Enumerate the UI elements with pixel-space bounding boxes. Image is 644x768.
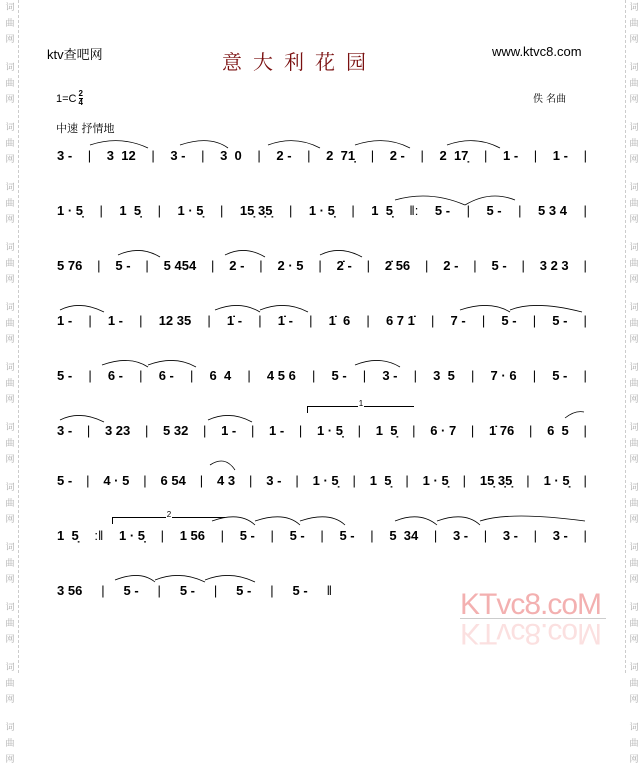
barline: | xyxy=(433,527,438,543)
barline: | xyxy=(288,202,293,218)
watermark-char: 词 xyxy=(629,663,639,673)
measure: 5 - xyxy=(289,527,305,543)
measure: 15̣ 3̣5̣ xyxy=(239,202,273,218)
measure: 2̇ 56 xyxy=(384,257,411,273)
measure: 6 - xyxy=(158,367,174,383)
barline: | xyxy=(470,422,475,438)
measure: 2 - xyxy=(276,147,292,163)
side-watermark-right xyxy=(625,0,642,765)
score-line xyxy=(57,145,587,165)
measure: 1 - xyxy=(57,312,73,328)
watermark-group xyxy=(5,60,14,108)
watermark-char: 曲 xyxy=(629,379,639,389)
measure: 6 7 1̇ xyxy=(385,312,415,328)
watermark-char: 词 xyxy=(5,63,15,73)
measure: 1 5̣ xyxy=(371,202,393,218)
measure: 3 23 xyxy=(104,422,131,438)
watermark-char: 词 xyxy=(5,483,15,493)
measure: 5 - xyxy=(491,257,507,273)
measure: 5 - xyxy=(434,202,451,218)
barline: | xyxy=(473,257,477,273)
measure: 1 · 5̣ xyxy=(57,202,84,218)
barline: | xyxy=(532,312,537,328)
watermark-char: 网 xyxy=(5,35,15,45)
watermark-char: 网 xyxy=(5,335,15,345)
barline: | xyxy=(532,367,537,383)
measure: 5 454 xyxy=(163,257,197,273)
measure: 4 · 5 xyxy=(103,472,130,488)
barline: ‖ xyxy=(326,582,332,598)
watermark-char: 曲 xyxy=(629,499,639,509)
measure: 5 - xyxy=(501,312,517,328)
watermark-char: 曲 xyxy=(5,559,15,569)
barline: | xyxy=(160,527,165,543)
score-line xyxy=(57,525,587,545)
measure: 4 3 xyxy=(217,472,236,488)
side-watermark-left xyxy=(2,0,19,765)
watermark-char: 网 xyxy=(629,155,639,165)
watermark-char: 曲 xyxy=(5,319,15,329)
watermark-char: 网 xyxy=(5,455,15,465)
watermark-char: 网 xyxy=(5,215,15,225)
barline: | xyxy=(97,257,101,273)
watermark-char: 网 xyxy=(629,95,639,105)
score-line xyxy=(57,200,587,220)
watermark-group xyxy=(629,180,638,228)
watermark-char: 曲 xyxy=(629,739,639,749)
barline: | xyxy=(86,422,91,438)
barline: | xyxy=(483,527,488,543)
barline: | xyxy=(307,147,311,163)
measure: 2 - xyxy=(443,257,459,273)
watermark-char: 词 xyxy=(629,123,639,133)
barline: | xyxy=(518,202,522,218)
watermark-char: 曲 xyxy=(629,439,639,449)
measure: 6 · 7 xyxy=(430,422,457,438)
measure: 3 - xyxy=(552,527,568,543)
watermark-group xyxy=(629,660,638,708)
watermark-char: 网 xyxy=(629,755,639,765)
measure: 5 - xyxy=(552,367,568,383)
watermark-group xyxy=(629,720,638,768)
barline: | xyxy=(370,147,375,163)
watermark-char: 词 xyxy=(5,663,15,673)
watermark-char: 词 xyxy=(629,723,639,733)
watermark-char: 曲 xyxy=(629,619,639,629)
watermark-group xyxy=(629,240,638,288)
barline: | xyxy=(199,472,204,488)
barline: | xyxy=(309,312,313,328)
watermark-group xyxy=(629,540,638,588)
watermark-group xyxy=(5,480,14,528)
measure: 1 · 5̣ xyxy=(118,527,145,543)
watermark-group xyxy=(5,360,14,408)
watermark-char: 词 xyxy=(5,123,15,133)
watermark-logo-reflection: KTvc8.coM xyxy=(460,617,602,650)
watermark-group xyxy=(5,600,14,648)
watermark-group xyxy=(629,120,638,168)
watermark-char: 词 xyxy=(5,363,15,373)
watermark-group xyxy=(629,420,638,468)
barline: | xyxy=(405,472,409,488)
time-signature xyxy=(79,90,83,107)
watermark-char: 网 xyxy=(629,275,639,285)
measure: 6 54 xyxy=(160,472,186,488)
measure: 3 12 xyxy=(106,147,136,163)
barline: | xyxy=(481,312,486,328)
barline: | xyxy=(151,147,155,163)
barline: | xyxy=(583,202,587,218)
measure: 1̇ - xyxy=(277,312,293,328)
barline: | xyxy=(270,582,274,598)
key-signature xyxy=(56,90,83,107)
site-url: www.ktvc8.com xyxy=(492,44,582,59)
watermark-char: 曲 xyxy=(629,199,639,209)
barline: | xyxy=(250,422,255,438)
watermark-group xyxy=(629,600,638,648)
watermark-char: 网 xyxy=(629,575,639,585)
barline: | xyxy=(521,257,525,273)
measure: 3 - xyxy=(57,147,73,163)
key: 1=C xyxy=(56,92,77,105)
score-line xyxy=(57,255,587,275)
barline: | xyxy=(362,367,367,383)
measure: 1 · 5̣ xyxy=(312,472,339,488)
measure: 1 - xyxy=(552,147,568,163)
barline: | xyxy=(484,147,488,163)
measure: 1 · 5̣ xyxy=(543,472,570,488)
measure: 3 2 3 xyxy=(539,257,569,273)
score-line xyxy=(57,420,587,440)
measure: 15̣ 3̣5̣ xyxy=(479,472,513,488)
watermark-char: 曲 xyxy=(5,679,15,689)
time-bottom: 4 xyxy=(78,98,83,107)
barline: | xyxy=(351,202,355,218)
measure: 1 - xyxy=(503,147,519,163)
watermark-char: 曲 xyxy=(629,19,639,29)
measure: 6 5 xyxy=(547,422,569,438)
watermark-char: 词 xyxy=(629,423,639,433)
measure: 3 56 xyxy=(57,582,83,598)
watermark-char: 词 xyxy=(5,543,15,553)
measure: 1 5̣ xyxy=(119,202,142,218)
measure: 5 - xyxy=(115,257,131,273)
watermark-char: 词 xyxy=(629,543,639,553)
barline: | xyxy=(583,312,587,328)
watermark-group xyxy=(5,660,14,708)
watermark-group xyxy=(5,540,14,588)
watermark-char: 词 xyxy=(629,3,639,13)
measure: 1 · 5̣ xyxy=(308,202,335,218)
watermark-group xyxy=(5,0,14,48)
watermark-char: 网 xyxy=(629,215,639,225)
watermark-char: 网 xyxy=(5,575,15,585)
barline: | xyxy=(220,202,224,218)
measure: 5 - xyxy=(179,582,195,598)
watermark-char: 曲 xyxy=(5,619,15,629)
watermark-char: 曲 xyxy=(5,139,15,149)
score-line xyxy=(57,580,332,600)
barline: | xyxy=(583,422,587,438)
volta-2-label: 2 xyxy=(166,510,172,519)
watermark-group xyxy=(5,120,14,168)
volta-2 xyxy=(112,510,225,524)
barline: | xyxy=(298,422,303,438)
watermark-char: 词 xyxy=(629,483,639,493)
watermark-char: 词 xyxy=(629,363,639,373)
measure: 5 3 4 xyxy=(538,202,567,218)
barline: | xyxy=(88,367,92,383)
barline: | xyxy=(295,472,299,488)
barline: | xyxy=(157,202,161,218)
measure: 4 5 6 xyxy=(266,367,296,383)
measure: 2 - xyxy=(389,147,405,163)
measure: 1̇ 76 xyxy=(488,422,515,438)
measure: 3 - xyxy=(170,147,186,163)
score-line xyxy=(57,470,587,490)
score-line xyxy=(57,310,587,330)
watermark-group xyxy=(629,480,638,528)
measure: 5 - xyxy=(239,527,255,543)
watermark-char: 网 xyxy=(5,695,15,705)
watermark-char: 网 xyxy=(5,395,15,405)
watermark-group xyxy=(5,240,14,288)
measure: 5 - xyxy=(57,367,73,383)
composer: 佚 名曲 xyxy=(533,94,567,105)
watermark-char: 曲 xyxy=(629,139,639,149)
watermark-char: 曲 xyxy=(5,499,15,509)
barline: | xyxy=(203,422,207,438)
watermark-char: 网 xyxy=(629,335,639,345)
tempo-marking: 中速 抒情地 xyxy=(56,122,115,135)
watermark-char: 曲 xyxy=(629,79,639,89)
watermark-char: 词 xyxy=(629,63,639,73)
barline: | xyxy=(366,312,370,328)
watermark-char: 网 xyxy=(629,515,639,525)
measure: 5 - xyxy=(339,527,355,543)
measure: 1 · 5̣ xyxy=(177,202,204,218)
measure: 5 - xyxy=(292,582,308,598)
measure: 5 32 xyxy=(163,422,189,438)
volta-1 xyxy=(307,399,414,413)
watermark-char: 曲 xyxy=(629,319,639,329)
watermark-char: 曲 xyxy=(5,79,15,89)
barline: | xyxy=(533,527,538,543)
barline: | xyxy=(145,257,149,273)
barline: | xyxy=(466,202,470,218)
barline: | xyxy=(370,527,374,543)
watermark-char: 词 xyxy=(629,303,639,313)
watermark-logo: KTvc8.coM xyxy=(460,588,602,621)
score-line xyxy=(57,365,587,385)
watermark-char: 网 xyxy=(5,95,15,105)
measure: 1 · 5̣ xyxy=(316,422,343,438)
barline: | xyxy=(88,312,92,328)
watermark-char: 网 xyxy=(629,35,639,45)
barline: | xyxy=(258,312,262,328)
barline: | xyxy=(412,422,416,438)
watermark-char: 网 xyxy=(629,635,639,645)
measure: 2̇ - xyxy=(336,257,352,273)
measure: 3 5 xyxy=(433,367,455,383)
barline: | xyxy=(431,312,435,328)
watermark-char: 曲 xyxy=(5,739,15,749)
barline: | xyxy=(366,257,371,273)
watermark-char: 词 xyxy=(5,303,15,313)
watermark-group xyxy=(629,300,638,348)
measure: 6 4 xyxy=(209,367,232,383)
barline: | xyxy=(311,367,316,383)
watermark-char: 网 xyxy=(629,695,639,705)
barline: | xyxy=(86,472,90,488)
watermark-char: 曲 xyxy=(629,679,639,689)
barline: | xyxy=(190,367,194,383)
measure: 7 - xyxy=(450,312,466,328)
measure: 6 - xyxy=(107,367,124,383)
measure: 1 5̣ xyxy=(57,527,79,543)
barline: | xyxy=(425,257,429,273)
barline: | xyxy=(533,147,538,163)
barline: | xyxy=(139,367,143,383)
barline: | xyxy=(257,147,261,163)
watermark-char: 曲 xyxy=(5,379,15,389)
barline: | xyxy=(207,312,211,328)
barline: | xyxy=(99,202,103,218)
measure: 3 - xyxy=(382,367,398,383)
measure: 3 - xyxy=(452,527,469,543)
barline: | xyxy=(157,582,161,598)
measure: 7 · 6 xyxy=(490,367,517,383)
barline: | xyxy=(101,582,105,598)
barline: | xyxy=(320,527,324,543)
watermark-char: 词 xyxy=(629,183,639,193)
watermark-char: 词 xyxy=(5,183,15,193)
barline: | xyxy=(357,422,362,438)
barline: | xyxy=(583,147,587,163)
barline: | xyxy=(583,527,587,543)
barline: | xyxy=(526,472,530,488)
measure: 12 35 xyxy=(158,312,192,328)
barline: | xyxy=(211,257,215,273)
barline: | xyxy=(583,257,587,273)
measure: 1̇ 6 xyxy=(328,312,351,328)
barline: | xyxy=(583,472,587,488)
measure: 5 - xyxy=(57,472,73,488)
barline: | xyxy=(259,257,263,273)
barline: | xyxy=(213,582,218,598)
measure: 5 - xyxy=(123,582,139,598)
measure: 1 - xyxy=(221,422,237,438)
barline: | xyxy=(583,367,587,383)
measure: 5 76 xyxy=(57,257,83,273)
watermark-char: 曲 xyxy=(629,259,639,269)
measure: 5 - xyxy=(486,202,502,218)
barline: | xyxy=(201,147,205,163)
barline: | xyxy=(139,312,143,328)
measure: 3 0 xyxy=(220,147,242,163)
volta-1-label: 1 xyxy=(358,399,364,408)
measure: 3 - xyxy=(266,472,282,488)
barline: | xyxy=(247,367,251,383)
watermark-char: 曲 xyxy=(629,559,639,569)
barline: | xyxy=(220,527,225,543)
watermark-char: 网 xyxy=(5,515,15,525)
watermark-char: 网 xyxy=(5,635,15,645)
measure: 1̇ - xyxy=(226,312,243,328)
barline: | xyxy=(143,472,147,488)
measure: 5 - xyxy=(331,367,347,383)
watermark-group xyxy=(629,360,638,408)
watermark-char: 网 xyxy=(629,395,639,405)
measure: 2 17̣ xyxy=(439,147,469,163)
song-title: 意大利花园 xyxy=(222,50,377,74)
barline: | xyxy=(471,367,475,383)
watermark-group xyxy=(5,420,14,468)
measure: 3 - xyxy=(57,422,73,438)
watermark-group xyxy=(5,300,14,348)
measure: 2 · 5 xyxy=(277,257,304,273)
site-name: ktv查吧网 xyxy=(47,47,103,62)
barline: | xyxy=(144,422,149,438)
barline: | xyxy=(318,257,322,273)
watermark-char: 曲 xyxy=(5,439,15,449)
measure: 5 - xyxy=(236,582,252,598)
barline: | xyxy=(352,472,356,488)
barline: | xyxy=(420,147,424,163)
measure: 3 - xyxy=(502,527,519,543)
barline: | xyxy=(528,422,533,438)
measure: 1 5̣ xyxy=(369,472,392,488)
barline: ‖: xyxy=(409,202,419,218)
barline: | xyxy=(270,527,274,543)
barline: | xyxy=(248,472,253,488)
watermark-char: 曲 xyxy=(5,259,15,269)
watermark-group xyxy=(629,0,638,48)
watermark-char: 词 xyxy=(5,603,15,613)
barline: | xyxy=(87,147,92,163)
time-top: 2 xyxy=(78,89,83,98)
measure: 1 - xyxy=(107,312,124,328)
watermark-char: 网 xyxy=(629,455,639,465)
measure: 1 5̣ xyxy=(375,422,398,438)
watermark-char: 曲 xyxy=(5,199,15,209)
watermark-char: 词 xyxy=(629,243,639,253)
watermark-char: 词 xyxy=(5,3,15,13)
measure: 1 · 5̣ xyxy=(422,472,449,488)
barline: :‖ xyxy=(94,527,104,543)
measure: 5 34 xyxy=(389,527,419,543)
watermark-char: 词 xyxy=(5,423,15,433)
watermark-char: 词 xyxy=(5,723,15,733)
watermark-char: 词 xyxy=(5,243,15,253)
watermark-group xyxy=(629,60,638,108)
watermark-char: 曲 xyxy=(5,19,15,29)
measure: 5 - xyxy=(552,312,568,328)
barline: | xyxy=(462,472,466,488)
measure: 1 56 xyxy=(179,527,206,543)
watermark-group xyxy=(5,180,14,228)
barline: | xyxy=(413,367,418,383)
measure: 1 - xyxy=(269,422,285,438)
measure: 2 - xyxy=(229,257,245,273)
watermark-char: 词 xyxy=(629,603,639,613)
watermark-char: 网 xyxy=(5,155,15,165)
watermark-char: 网 xyxy=(5,275,15,285)
watermark-group xyxy=(5,720,14,768)
measure: 2 71̣ xyxy=(326,147,356,163)
watermark-char: 网 xyxy=(5,755,15,765)
